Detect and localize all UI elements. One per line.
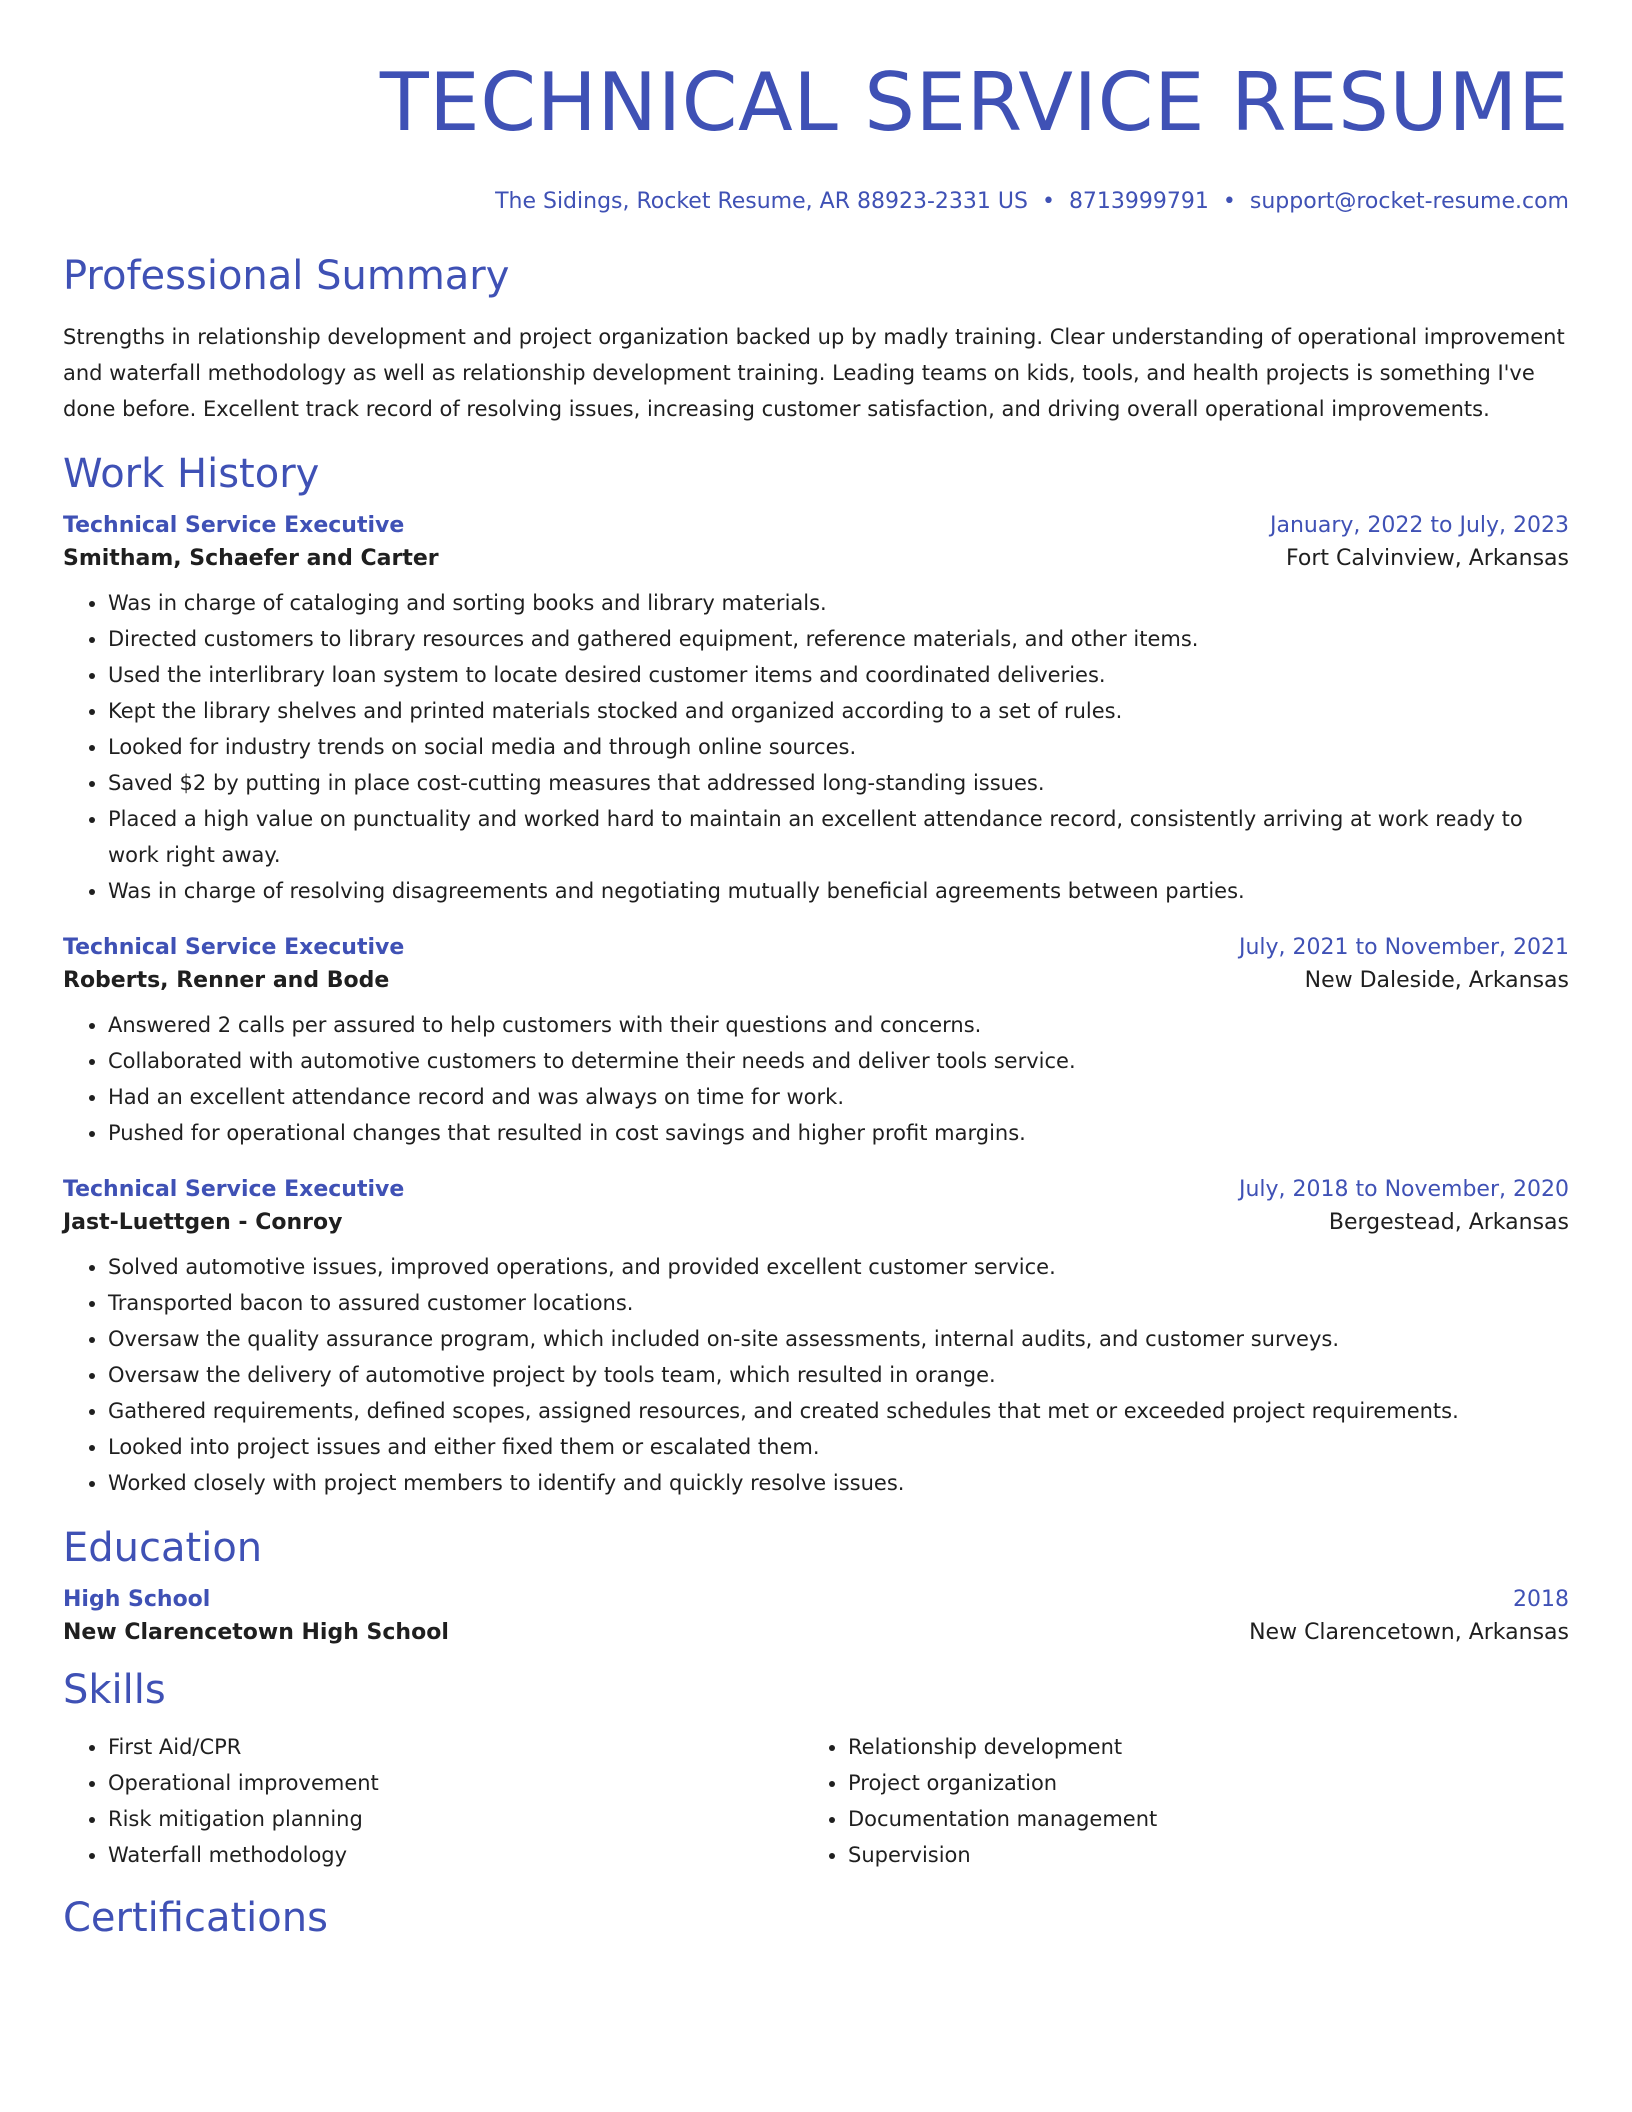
job-header-row [63, 1177, 1569, 1202]
job-employer: Smitham, Schaefer and Carter [63, 546, 439, 571]
job-employer-row [63, 968, 1569, 993]
list-item: • Was in charge of cataloging and sorting books and library materials. [108, 585, 1569, 621]
list-item: • Solved automotive issues, improved operations, and provided excellent customer service. [108, 1249, 1569, 1285]
skills-bullets [63, 1729, 803, 1873]
job-header-row [63, 513, 1569, 538]
resume-title: TECHNICAL SERVICE RESUME [379, 56, 1569, 149]
skills-list [63, 1729, 1569, 1873]
job-employer: Jast-Luettgen - Conroy [63, 1210, 343, 1235]
list-item: • Documentation management [848, 1801, 1543, 1837]
list-item: • Relationship development [848, 1729, 1543, 1765]
list-item: • Used the interlibrary loan system to locate desired customer items and coordinated deliveries. [108, 657, 1569, 693]
contact-address: The Sidings, Rocket Resume, AR 88923-2331 US [495, 189, 1028, 214]
job-dates: July, 2021 to November, 2021 [1238, 935, 1569, 960]
job-title: Technical Service Executive [63, 935, 405, 960]
job-location: Fort Calvinview, Arkansas [1286, 546, 1569, 571]
skills-column-right [803, 1729, 1543, 1873]
skills-column-left [63, 1729, 803, 1873]
job-bullets [63, 585, 1569, 909]
certifications-heading: Certifications [63, 1895, 328, 1941]
list-item: • First Aid/CPR [108, 1729, 803, 1765]
list-item: • Saved $2 by putting in place cost-cutting measures that addressed long-standing issues. [108, 765, 1569, 801]
skills-bullets [803, 1729, 1543, 1873]
list-item: • Oversaw the quality assurance program, which included on-site assessments, internal audits, and customer surveys. [108, 1321, 1569, 1357]
job-bullets [63, 1007, 1569, 1151]
education-entry [63, 1587, 1569, 1645]
education-heading: Education [63, 1525, 263, 1571]
list-item: • Supervision [848, 1837, 1543, 1873]
job-dates: July, 2018 to November, 2020 [1238, 1177, 1569, 1202]
list-item: • Worked closely with project members to identify and quickly resolve issues. [108, 1465, 1569, 1501]
job-entry [63, 513, 1569, 909]
contact-email[interactable]: support@rocket-resume.com [1249, 189, 1569, 214]
list-item: • Directed customers to library resources and gathered equipment, reference materials, and other items. [108, 621, 1569, 657]
contact-separator: • [1041, 189, 1055, 214]
list-item: • Risk mitigation planning [108, 1801, 803, 1837]
education-location: New Clarencetown, Arkansas [1249, 1620, 1569, 1645]
job-employer-row [63, 546, 1569, 571]
education-degree: High School [63, 1587, 211, 1612]
education-school: New Clarencetown High School [63, 1620, 449, 1645]
list-item: • Had an excellent attendance record and was always on time for work. [108, 1079, 1569, 1115]
job-bullets [63, 1249, 1569, 1501]
list-item: • Collaborated with automotive customers to determine their needs and deliver tools service. [108, 1043, 1569, 1079]
skills-heading: Skills [63, 1667, 166, 1713]
job-employer: Roberts, Renner and Bode [63, 968, 390, 993]
list-item: • Waterfall methodology [108, 1837, 803, 1873]
education-year: 2018 [1513, 1587, 1569, 1612]
job-entry [63, 935, 1569, 1151]
list-item: • Looked for industry trends on social media and through online sources. [108, 729, 1569, 765]
list-item: • Answered 2 calls per assured to help customers with their questions and concerns. [108, 1007, 1569, 1043]
work-history-heading: Work History [63, 451, 320, 497]
list-item: • Project organization [848, 1765, 1543, 1801]
education-header-row [63, 1587, 1569, 1612]
education-school-row [63, 1620, 1569, 1645]
contact-separator: • [1222, 189, 1236, 214]
list-item: • Kept the library shelves and printed materials stocked and organized according to a set of rules. [108, 693, 1569, 729]
job-title: Technical Service Executive [63, 513, 405, 538]
job-entry [63, 1177, 1569, 1501]
list-item: • Transported bacon to assured customer locations. [108, 1285, 1569, 1321]
list-item: • Looked into project issues and either fixed them or escalated them. [108, 1429, 1569, 1465]
list-item: • Placed a high value on punctuality and worked hard to maintain an excellent attendance record, consistently arriving at work ready to work right away. [108, 801, 1569, 873]
summary-text: Strengths in relationship development and project organization backed up by madly training. Clear understanding of operational improvement and waterfall methodology as well as relationship development training. Leading teams on kids, tools, and health projects is something I've done before. Excellent track record of resolving issues, increasing customer satisfaction, and driving overall operational improvements. [63, 325, 1565, 421]
job-employer-row [63, 1210, 1569, 1235]
job-title: Technical Service Executive [63, 1177, 405, 1202]
job-header-row [63, 935, 1569, 960]
list-item: • Oversaw the delivery of automotive project by tools team, which resulted in orange. [108, 1357, 1569, 1393]
list-item: • Was in charge of resolving disagreements and negotiating mutually beneficial agreements between parties. [108, 873, 1569, 909]
job-dates: January, 2022 to July, 2023 [1270, 513, 1569, 538]
contact-line [63, 187, 1569, 217]
list-item: • Pushed for operational changes that resulted in cost savings and higher profit margins. [108, 1115, 1569, 1151]
job-location: New Daleside, Arkansas [1304, 968, 1569, 993]
summary-heading: Professional Summary [63, 253, 510, 299]
contact-phone: 8713999791 [1068, 189, 1209, 214]
list-item: • Gathered requirements, defined scopes, assigned resources, and created schedules that met or exceeded project requirements. [108, 1393, 1569, 1429]
job-location: Bergestead, Arkansas [1328, 1210, 1569, 1235]
list-item: • Operational improvement [108, 1765, 803, 1801]
